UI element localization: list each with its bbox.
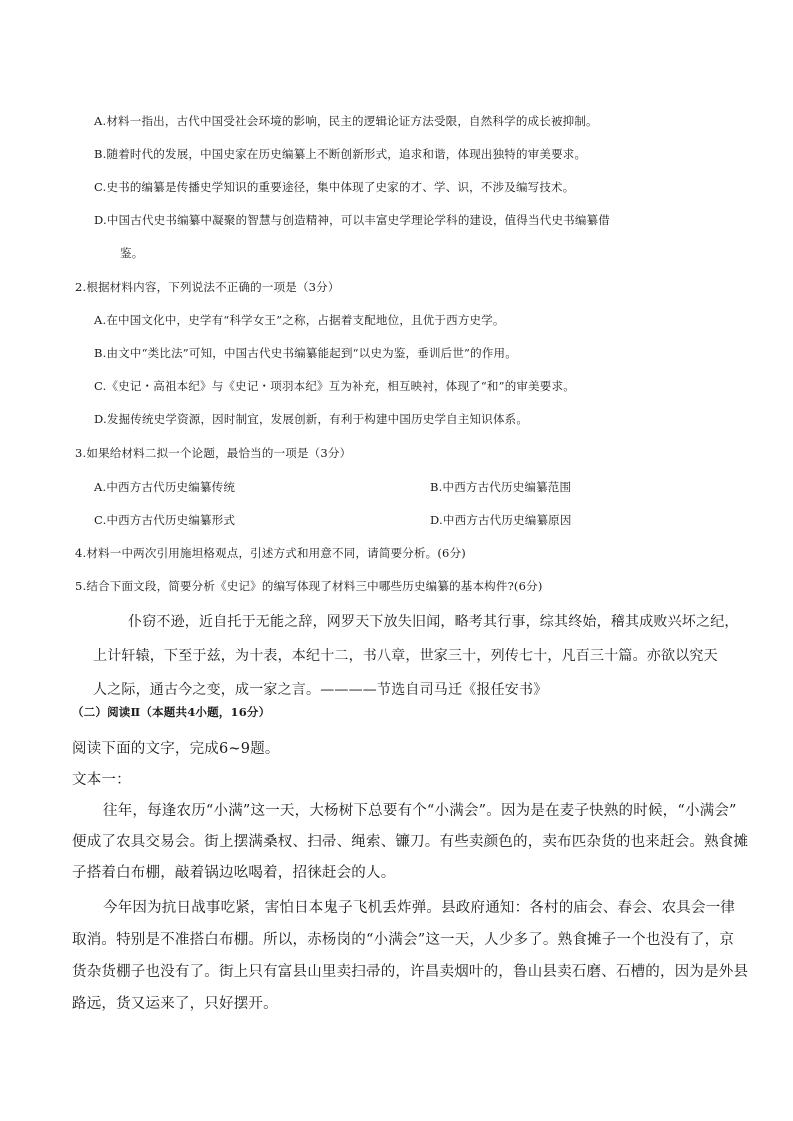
q1-option-a: A.材料一指出，古代中国受社会环境的影响，民主的逻辑论证方法受限，自然科学的成长被抑制。 [94,114,598,128]
q1-option-b: B.随着时代的发展，中国史家在历史编纂上不断创新形式，追求和谐，体现出独特的审美要求。 [94,147,587,161]
q1-option-d-cont: 鉴。 [120,246,144,260]
q3-option-b: B.中西方古代历史编纂范围 [430,480,572,494]
passage-line: 子搭着白布棚，敲着锅边吆喝着，招徕赶会的人。 [72,865,396,881]
q1-option-d: D.中国古代史书编纂中凝聚的智慧与创造精神，可以丰富史学理论学科的建设，值得当代史书编纂借 [94,213,610,227]
q2-option-b: B.由文中“类比法”可知，中国古代史书编纂能起到“以史为鉴，垂训后世”的作用。 [94,346,517,360]
q3-stem: 3.如果给材料二拟一个论题，最恰当的一项是（3分） [75,446,352,460]
passage-line: 路远，货又运来了，只好摆开。 [72,996,278,1012]
q5-stem: 5.结合下面文段，简要分析《史记》的编写体现了材料三中哪些历史编纂的基本构件?(6分) [75,579,543,593]
q4-stem: 4.材料一中两次引用施坦格观点，引述方式和用意不同，请简要分析。(6分) [75,546,466,560]
q2-option-a: A.在中国文化中，史学有“科学女王”之称，占据着支配地位，且优于西方史学。 [94,313,505,327]
passage-line: 往年，每逢农历“小满”这一天，大杨树下总要有个“小满会”。因为是在麦子快熟的时候，“小满会” [103,803,737,819]
passage-line: 今年因为抗日战事吃紧，害怕日本鬼子飞机丢炸弹。县政府通知：各村的庙会、春会、农具会一律 [103,900,736,916]
q2-option-d: D.发掘传统史学资源，因时制宜，发展创新，有利于构建中国历史学自主知识体系。 [94,412,529,426]
q3-option-a: A.中西方古代历史编纂传统 [94,480,236,494]
section-heading: （二）阅读Ⅱ（本题共4小题，16分） [72,705,271,719]
q2-option-c: C.《史记・高祖本纪》与《史记・项羽本纪》互为补充，相互映衬，体现了“和”的审美要求。 [94,379,575,393]
passage-line: 取消。特别是不准搭白布棚。所以，赤杨岗的“小满会”这一天，人少多了。熟食摊子一个也没有了，京 [72,932,735,948]
passage-line: 货杂货棚子也没有了。街上只有富县山里卖扫帚的，许昌卖烟叶的，鲁山县卖石磨、石槽的，因为是外县 [72,964,749,980]
section-instruction: 阅读下面的文字，完成6~9题。 [72,741,280,757]
q2-stem: 2.根据材料内容，下列说法不正确的一项是（3分） [75,280,340,294]
q1-option-c: C.史书的编纂是传播史学知识的重要途径，集中体现了史家的才、学、识，不涉及编写技术。 [94,180,575,194]
q3-option-c: C.中西方古代历史编纂形式 [94,513,236,527]
q3-option-d: D.中西方古代历史编纂原因 [430,513,572,527]
q5-quote-line: 仆窃不逊，近自托于无能之辞，网罗天下放失旧闻，略考其行事，综其终始，稽其成败兴坏之纪， [128,614,739,630]
q5-quote-line: 人之际，通古今之变，成一家之言。————节选自司马迁《报任安书》 [93,682,548,698]
text-label: 文本一： [72,772,131,788]
passage-line: 便成了农具交易会。街上摆满桑杈、扫帚、绳索、镰刀。有些卖颜色的，卖布匹杂货的也来赶会。熟食摊 [72,834,749,850]
q5-quote-line: 上计轩辕，下至于兹，为十表，本纪十二，书八章，世家三十，列传七十，凡百三十篇。亦欲以究天 [93,648,718,664]
